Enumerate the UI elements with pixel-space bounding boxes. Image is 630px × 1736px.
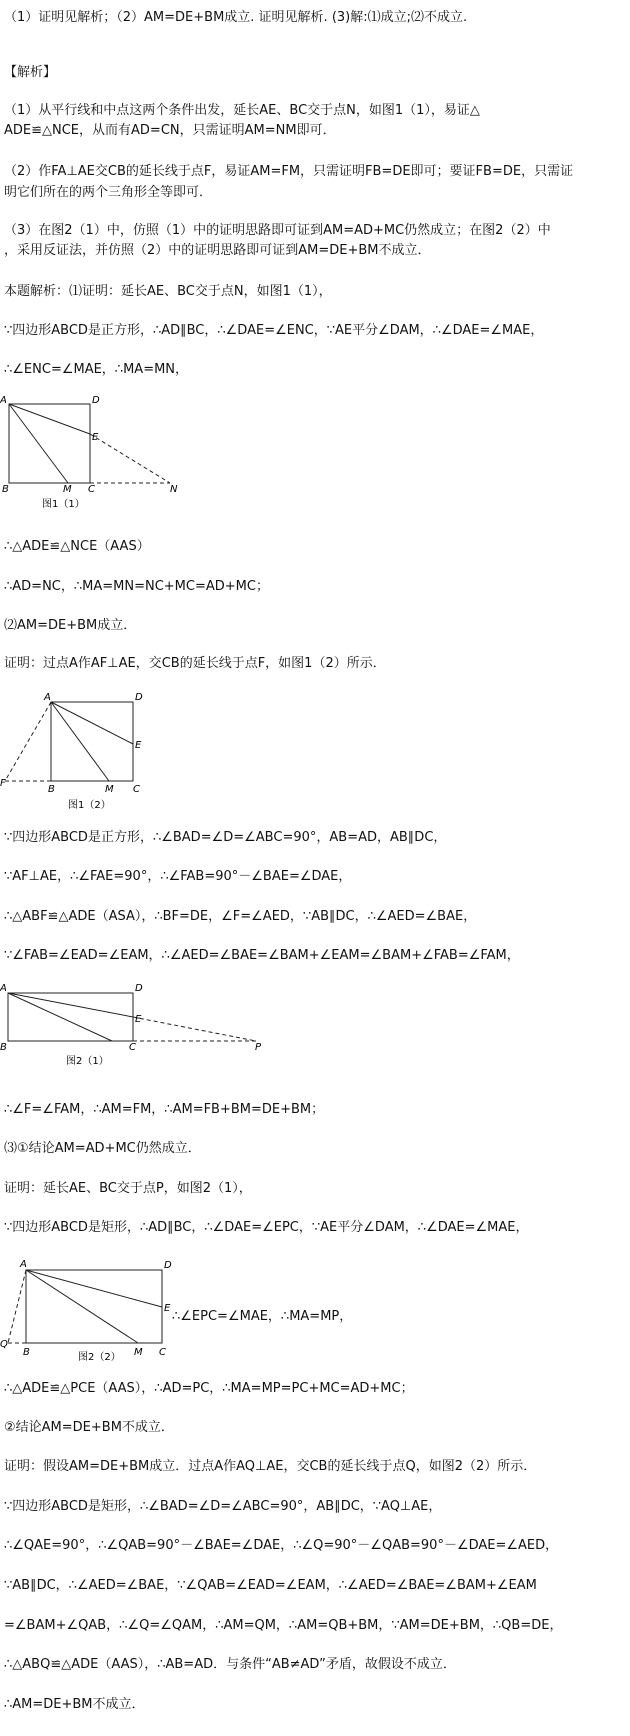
solution-line: 证明：过点A作AF⊥AE，交CB的延长线于点F，如图1（2）所示． [4,656,386,671]
point-label: B [48,784,55,795]
solution-line: ∴△ABQ≌△ADE（AAS），∴AB=AD．与条件“AB≠AD”矛盾，故假设不成立． [4,1657,456,1672]
point-label: M [134,1347,143,1358]
solution-line: ∵AF⊥AE，∴∠FAE=90°，∴∠FAB=90°－∠BAE=∠DAE， [4,869,352,884]
answer-line: （1）证明见解析；（2）AM=DE+BM成立. 证明见解析. (3)解:⑴成立;⑵不成立. [4,10,468,25]
figure-2-1 [0,982,265,1077]
point-label: N [170,484,178,495]
solution-line: ∴∠QAE=90°，∴∠QAB=90°－∠BAE=∠DAE，∴∠Q=90°－∠QAB=90°－∠DAE=∠AED， [4,1538,559,1553]
solution-line: 证明：假设AM=DE+BM成立．过点A作AQ⊥AE，交CB的延长线于点Q，如图2（2）所示． [4,1459,537,1474]
point-label: E [164,1303,171,1314]
solution-line: ∵四边形ABCD是矩形，∴AD∥BC，∴∠DAE=∠EPC，∵AE平分∠DAM，∴∠DAE=∠MAE， [4,1220,529,1235]
solution-line: =∠BAM+∠QAB，∴∠Q=∠QAM，∴AM=QM，∴AM=QB+BM，∵AM=DE+BM，∴QB=DE， [4,1618,563,1633]
point-label: C [133,784,140,795]
solution-line: ∴∠EPC=∠MAE，∴MA=MP， [172,1309,353,1324]
point-label: E [135,1014,142,1025]
solution-line: ∴△ADE≌△PCE（AAS），∴AD=PC，∴MA=MP=PC+MC=AD+MC； [4,1381,414,1396]
point-label: C [129,1042,136,1053]
point-label: A [0,395,7,406]
figure-caption: 图1（1） [42,499,85,510]
solution-line: ∴AM=DE+BM不成立． [4,1697,145,1712]
point-label: A [0,983,7,994]
solution-line: ∵四边形ABCD是正方形，∴∠BAD=∠D=∠ABC=90°，AB=AD，AB∥DC， [4,830,447,845]
point-label: M [63,484,72,495]
point-label: D [92,395,100,406]
solution-line: ∴△ABF≌△ADE（ASA），∴BF=DE，∠F=∠AED，∵AB∥DC，∴∠AED=∠BAE， [4,909,477,924]
solution-line: ∴AD=NC，∴MA=MN=NC+MC=AD+MC； [4,579,269,594]
solution-line: ∵四边形ABCD是正方形，∴AD∥BC，∴∠DAE=∠ENC，∵AE平分∠DAM，∴∠DAE=∠MAE， [4,323,544,338]
analysis-heading: 【解析】 [4,65,57,80]
point-label: B [2,484,9,495]
point-label: F [0,778,6,789]
point-label: A [20,1259,27,1270]
analysis-line: 明它们所在的两个三角形全等即可． [4,185,213,200]
figure-1-2 [0,690,160,815]
solution-line: ∵四边形ABCD是矩形，∴∠BAD=∠D=∠ABC=90°，AB∥DC，∵AQ⊥AE， [4,1499,442,1514]
solution-line: ∴∠ENC=∠MAE，∴MA=MN， [4,362,189,377]
solution-line: ∵AB∥DC，∴∠AED=∠BAE，∵∠QAB=∠EAD=∠EAM，∴∠AED=∠BAE=∠BAM+∠EAM [4,1578,537,1593]
solution-line: ⑵AM=DE+BM成立． [4,618,137,633]
point-label: P [255,1042,262,1053]
point-label: B [0,1042,7,1053]
point-label: Q [0,1339,8,1350]
figure-caption: 图1（2） [68,800,111,811]
solution-line: ∵∠FAB=∠EAD=∠EAM，∴∠AED=∠BAE=∠BAM+∠EAM=∠BAM+∠FAB=∠FAM， [4,948,520,963]
point-label: D [135,692,143,703]
point-label: C [88,484,95,495]
solution-line: ∴∠F=∠FAM，∴AM=FM，∴AM=FB+BM=DE+BM； [4,1102,325,1117]
point-label: E [92,432,99,443]
solution-line: ⑶①结论AM=AD+MC仍然成立． [4,1141,201,1156]
analysis-line: ADE≌△NCE，从而有AD=CN，只需证明AM=NM即可． [4,123,336,138]
point-label: M [105,784,114,795]
analysis-line: （2）作FA⊥AE交CB的延长线于点F，易证AM=FM，只需证明FB=DE即可；要证FB=DE，只需证 [4,164,574,179]
figure-caption: 图2（1） [66,1056,109,1067]
point-label: B [23,1347,30,1358]
figure-caption: 图2（2） [78,1352,121,1363]
solution-line: ②结论AM=DE+BM不成立． [4,1420,174,1435]
solution-line: ∴△ADE≌△NCE（AAS） [4,539,150,554]
solution-line: 本题解析：⑴证明：延长AE、BC交于点N，如图1（1）， [4,284,332,299]
analysis-line: （3）在图2（1）中，仿照（1）中的证明思路即可证到AM=AD+MC仍然成立；在图2（2）中 [4,223,551,238]
point-label: C [159,1347,166,1358]
solution-line: 证明：延长AE、BC交于点P，如图2（1）， [4,1181,252,1196]
analysis-line: （1）从平行线和中点这两个条件出发，延长AE、BC交于点N，如图1（1），易证△ [4,103,480,118]
point-label: E [135,740,142,751]
analysis-line: ，采用反证法，并仿照（2）中的证明思路即可证到AM=DE+BM不成立． [4,243,431,258]
point-label: D [135,983,143,994]
figure-1-1 [0,394,200,514]
point-label: D [164,1260,172,1271]
point-label: A [44,692,51,703]
figure-2-2 [0,1254,180,1364]
